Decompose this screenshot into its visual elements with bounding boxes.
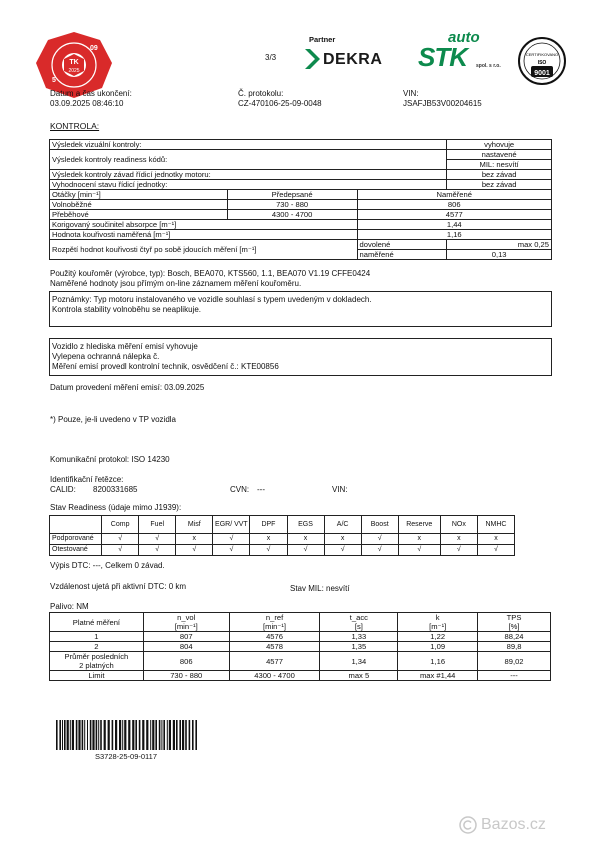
- readiness-header: Comp: [102, 516, 139, 534]
- spol-text: spol. s r.o.: [476, 63, 501, 69]
- iso-badge: [517, 36, 567, 86]
- measurements-header-row: [50, 613, 551, 632]
- readiness-row: [50, 545, 515, 556]
- date-end-label: Datum a čas ukončení:: [50, 89, 132, 98]
- comm-protocol: Komunikační protokol: ISO 14230: [50, 455, 170, 464]
- barcode-bar: [142, 720, 144, 750]
- measured-value: 0,13: [447, 250, 552, 260]
- fuel-line: Palivo: NM: [50, 602, 89, 611]
- cvn-label: CVN:: [230, 485, 250, 494]
- result-line-2: Vylepena ochranná nálepka č.: [52, 352, 160, 361]
- avg-cell: 806: [143, 652, 229, 671]
- table-row: [50, 150, 552, 160]
- readiness-cell: x: [477, 534, 514, 545]
- table-row: [50, 642, 551, 652]
- barcode-bar: [159, 720, 161, 750]
- readiness-cell: √: [250, 545, 287, 556]
- meas-cell: 4578: [229, 642, 320, 652]
- limit-cell: max #1,44: [398, 671, 478, 681]
- readiness-row: [50, 534, 515, 545]
- readiness-header-row: [50, 516, 515, 534]
- mil-line: Stav MIL: nesvítí: [290, 584, 350, 593]
- row-label: Výsledek kontroly závad řídicí jednotky motoru:: [50, 170, 447, 180]
- barcode-bar: [124, 720, 126, 750]
- readiness-header: EGS: [287, 516, 324, 534]
- measured-header: Naměřené: [357, 190, 551, 200]
- readiness-header: EGR/ VVT: [213, 516, 250, 534]
- readiness-cell: x: [398, 534, 440, 545]
- barcode-bar: [195, 720, 197, 750]
- avg-cell: 4577: [229, 652, 320, 671]
- stamp-tk: TK: [69, 59, 79, 66]
- meter-line-1: Použitý kouřoměr (výrobce, typ): Bosch, BEA070, KTS560, 1.1, BEA070 V1.19 CFFE0424: [50, 269, 371, 278]
- readiness-cell: x: [440, 534, 477, 545]
- readiness-title: Stav Readiness (údaje mimo J1939):: [50, 503, 182, 512]
- distance-line: Vzdálenost ujetá při aktivní DTC: 0 km: [50, 582, 187, 591]
- barcode-bar: [62, 720, 63, 750]
- k-corr-label: Korigovaný součinitel absorpce [m⁻¹]: [50, 220, 358, 230]
- barcode-graphic: [56, 720, 199, 750]
- limit-cell: 730 - 880: [143, 671, 229, 681]
- barcode-bar: [112, 720, 114, 750]
- notes-box: [49, 291, 552, 327]
- meas-cell: 1,35: [320, 642, 398, 652]
- stamp-bot: 2025: [68, 68, 80, 74]
- measurement-date: Datum provedení měření emisí: 03.09.2025: [50, 383, 205, 392]
- table-row: [50, 671, 551, 681]
- barcode-bar: [100, 720, 102, 750]
- readiness-cell: √: [398, 545, 440, 556]
- barcode-bar: [92, 720, 94, 750]
- row-value: bez závad: [447, 180, 552, 190]
- readiness-row-label: Otestované: [50, 545, 102, 556]
- watermark: [458, 814, 588, 836]
- barcode-bar: [82, 720, 84, 750]
- readiness-cell: √: [361, 545, 398, 556]
- limit-cell: ---: [478, 671, 551, 681]
- allowed-value: max 0,25: [447, 240, 552, 250]
- barcode-bar: [152, 720, 154, 750]
- barcode: [56, 720, 199, 750]
- result-line-1: Vozidlo z hlediska měření emisí vyhovuje: [52, 342, 198, 351]
- barcode-bar: [98, 720, 99, 750]
- barcode-bar: [87, 720, 88, 750]
- readiness-cell: x: [324, 534, 361, 545]
- high-label: Přeběhové: [50, 210, 228, 220]
- table-row: [50, 230, 552, 240]
- meas-cell: 1,33: [320, 632, 398, 642]
- readiness-header: DPF: [250, 516, 287, 534]
- barcode-bar: [176, 720, 178, 750]
- readiness-row-label: Podporované: [50, 534, 102, 545]
- table-row: [50, 190, 552, 200]
- barcode-bar: [108, 720, 110, 750]
- meas-header: k [m⁻¹]: [398, 613, 478, 632]
- protocol-value: CZ-470106-25-09-0048: [238, 99, 322, 108]
- date-end-value: 03.09.2025 08:46:10: [50, 99, 124, 108]
- meas-cell: 1,09: [398, 642, 478, 652]
- table-row: [50, 240, 552, 250]
- limit-cell: 4300 - 4700: [229, 671, 320, 681]
- avg-cell: 1,16: [398, 652, 478, 671]
- limit-cell: Limit: [50, 671, 144, 681]
- barcode-bar: [119, 720, 121, 750]
- auto-stk-logo: [418, 30, 513, 74]
- barcode-bar: [179, 720, 181, 750]
- measured-label: naměřené: [357, 250, 447, 260]
- readiness-cell: √: [176, 545, 213, 556]
- table-row: [50, 170, 552, 180]
- readiness-cell: x: [287, 534, 324, 545]
- dekra-text: DEKRA: [323, 51, 383, 68]
- barcode-bar: [64, 720, 66, 750]
- smoke-label: Hodnota kouřivosti naměřená [m⁻¹]: [50, 230, 358, 240]
- meas-cell: 88,24: [478, 632, 551, 642]
- readiness-header: Fuel: [139, 516, 176, 534]
- k-corr-value: 1,44: [357, 220, 551, 230]
- readiness-corner: [50, 516, 102, 534]
- ident-label: Identifikační řetězce:: [50, 475, 124, 484]
- readiness-table: [49, 515, 515, 556]
- barcode-bar: [59, 720, 61, 750]
- result-line-3: Měření emisí provedl kontrolní technik, osvědčení č.: KTE00856: [52, 362, 279, 371]
- readiness-cell: √: [287, 545, 324, 556]
- table-row: [50, 210, 552, 220]
- calid-value: 8200331685: [93, 485, 138, 494]
- iso-top-text: CERTIFIKOVANO: [525, 52, 559, 57]
- spread-label: Rozpětí hodnot kouřivosti čtyř po sobě jdoucích měření [m⁻¹]: [50, 240, 358, 260]
- partner-label: Partner: [309, 35, 336, 44]
- readiness-header: Boost: [361, 516, 398, 534]
- row-value: vyhovuje: [447, 140, 552, 150]
- barcode-bar: [76, 720, 78, 750]
- idle-measured: 806: [357, 200, 551, 210]
- vin-value: JSAFJB53V00204615: [403, 99, 482, 108]
- readiness-header: Reserve: [398, 516, 440, 534]
- readiness-cell: √: [361, 534, 398, 545]
- table-row: [50, 140, 552, 150]
- barcode-bar: [150, 720, 151, 750]
- readiness-cell: √: [139, 534, 176, 545]
- kontrola-title: KONTROLA:: [50, 121, 100, 131]
- readiness-header: A/C: [324, 516, 361, 534]
- barcode-bar: [185, 720, 187, 750]
- smoke-value: 1,16: [357, 230, 551, 240]
- barcode-bar: [146, 720, 148, 750]
- meas-header: TPS [%]: [478, 613, 551, 632]
- avg-cell: 1,34: [320, 652, 398, 671]
- result-box: [49, 338, 552, 376]
- barcode-bar: [72, 720, 74, 750]
- rpm-label: Otáčky [min⁻¹]: [50, 190, 228, 200]
- row-value: bez závad: [447, 170, 552, 180]
- meas-header: n_vol [min⁻¹]: [143, 613, 229, 632]
- barcode-bar: [115, 720, 117, 750]
- high-required: 4300 - 4700: [227, 210, 357, 220]
- avg-label: Průměr posledních 2 platných: [50, 652, 144, 671]
- readiness-cell: x: [250, 534, 287, 545]
- table-row: [50, 200, 552, 210]
- barcode-bar: [135, 720, 137, 750]
- vin2-label: VIN:: [332, 485, 348, 494]
- required-header: Předepsané: [227, 190, 357, 200]
- meas-cell: 1: [50, 632, 144, 642]
- table-row: [50, 220, 552, 230]
- meas-cell: 89,8: [478, 642, 551, 652]
- barcode-text: S3728-25-09-0117: [95, 752, 157, 761]
- meas-cell: 1,22: [398, 632, 478, 642]
- iso-label: ISO: [537, 60, 547, 66]
- copyright-icon: [458, 815, 478, 835]
- barcode-bar: [155, 720, 157, 750]
- avg-cell: 89,02: [478, 652, 551, 671]
- table-row: [50, 180, 552, 190]
- stamp-mid: 09: [90, 45, 98, 52]
- barcode-bar: [192, 720, 194, 750]
- protocol-label: Č. protokolu:: [238, 89, 284, 98]
- barcode-bar: [67, 720, 69, 750]
- barcode-bar: [163, 720, 165, 750]
- dtc-line: Výpis DTC: ---, Celkem 0 závad.: [50, 561, 165, 570]
- iso-year: 9001: [534, 70, 550, 77]
- readiness-cell: √: [324, 545, 361, 556]
- measurements-table: [49, 612, 551, 681]
- table-row: [50, 652, 551, 671]
- idle-label: Volnoběžné: [50, 200, 228, 210]
- row-label: Vyhodnocení stavu řídicí jednotky:: [50, 180, 447, 190]
- readiness-cell: √: [440, 545, 477, 556]
- readiness-cell: √: [477, 545, 514, 556]
- readiness-cell: √: [213, 545, 250, 556]
- barcode-bar: [96, 720, 98, 750]
- readiness-cell: √: [213, 534, 250, 545]
- barcode-bar: [167, 720, 168, 750]
- watermark-text: Bazos.cz: [481, 816, 546, 833]
- meas-cell: 807: [143, 632, 229, 642]
- row-value: MIL: nesvítí: [447, 160, 552, 170]
- row-value: nastavené: [447, 150, 552, 160]
- barcode-bar: [182, 720, 184, 750]
- footnote: *) Pouze, je-li uvedeno v TP vozidla: [50, 415, 176, 424]
- barcode-bar: [189, 720, 191, 750]
- stamp-top: 5: [52, 77, 56, 84]
- barcode-bar: [70, 720, 71, 750]
- barcode-bar: [56, 720, 58, 750]
- readiness-cell: √: [102, 545, 139, 556]
- readiness-cell: √: [139, 545, 176, 556]
- calid-label: CALID:: [50, 485, 76, 494]
- meas-header: n_ref [min⁻¹]: [229, 613, 320, 632]
- meas-header: Platné měření: [50, 613, 144, 632]
- barcode-bar: [139, 720, 141, 750]
- high-measured: 4577: [357, 210, 551, 220]
- barcode-bar: [169, 720, 171, 750]
- stk-text: STK: [418, 42, 467, 72]
- page-number: 3/3: [265, 53, 277, 62]
- readiness-cell: √: [102, 534, 139, 545]
- dekra-arrow-icon: [303, 48, 323, 70]
- auto-text: auto: [448, 29, 480, 46]
- readiness-cell: x: [176, 534, 213, 545]
- readiness-header: NOx: [440, 516, 477, 534]
- meas-cell: 804: [143, 642, 229, 652]
- barcode-bar: [122, 720, 123, 750]
- readiness-header: NMHC: [477, 516, 514, 534]
- barcode-bar: [173, 720, 175, 750]
- cvn-value: ---: [257, 485, 265, 494]
- dekra-logo: [303, 48, 398, 70]
- barcode-bar: [161, 720, 162, 750]
- barcode-bar: [128, 720, 130, 750]
- barcode-bar: [104, 720, 106, 750]
- table-row: [50, 632, 551, 642]
- main-table: [49, 139, 552, 260]
- meas-cell: 2: [50, 642, 144, 652]
- meter-line-2: Naměřené hodnoty jsou přímým on-line záznamem měření kouřoměru.: [50, 279, 302, 288]
- vin-label: VIN:: [403, 89, 419, 98]
- row-label: Výsledek kontroly readiness kódů:: [50, 150, 447, 170]
- barcode-bar: [132, 720, 134, 750]
- idle-required: 730 - 880: [227, 200, 357, 210]
- notes-line-2: Kontrola stability volnoběhu se neaplikuje.: [52, 305, 201, 314]
- barcode-bar: [84, 720, 85, 750]
- meas-header: t_acc [s]: [320, 613, 398, 632]
- notes-line-1: Poznámky: Typ motoru instalovaného ve vozidle souhlasí s typem uvedeným v dokladech.: [52, 295, 372, 304]
- row-label: Výsledek vizuální kontroly:: [50, 140, 447, 150]
- allowed-label: dovolené: [357, 240, 447, 250]
- readiness-header: Misf: [176, 516, 213, 534]
- limit-cell: max 5: [320, 671, 398, 681]
- barcode-bar: [90, 720, 92, 750]
- meas-cell: 4576: [229, 632, 320, 642]
- barcode-bar: [78, 720, 80, 750]
